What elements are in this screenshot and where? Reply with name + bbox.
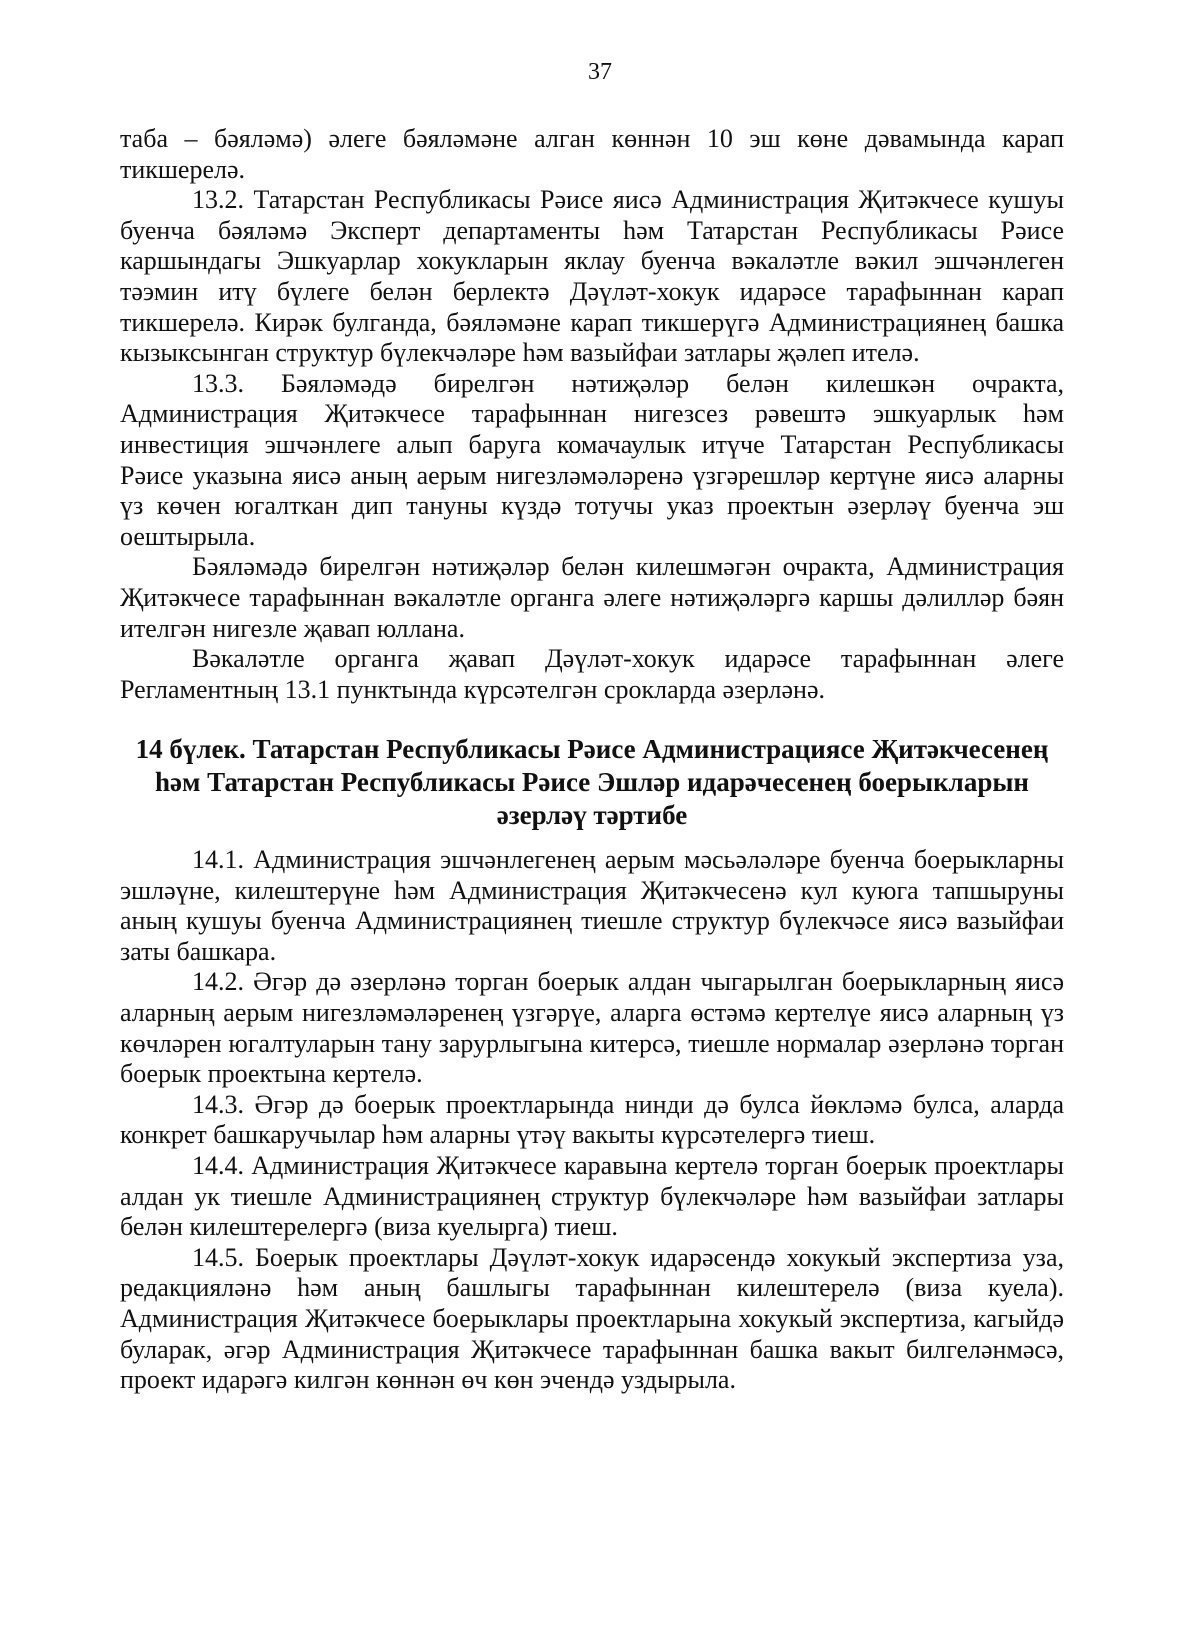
section-14-heading-line: 14 бүлек. Татарстан Республикасы Рәисе Администрациясе Җитәкчесенең: [135, 734, 1049, 764]
paragraph-13-3-disagreement: Бәяләмәдә бирелгән нәтиҗәләр белән килешмәгән очракта, Администрация Җитәкчесе тарафыннан вәкаләтле органга әлеге нәтиҗәләргә каршы дәлилләр бәян ителгән нигезле җавап юллана.: [120, 552, 1064, 643]
paragraph-14-3: 14.3. Әгәр дә боерык проектларында нинди дә булса йөкләмә булса, аларда конкрет башкаручылар һәм аларны үтәү вакыты күрсәтелергә тиеш.: [120, 1089, 1064, 1150]
paragraph-13-3-response: Вәкаләтле органга җавап Дәүләт-хокук идарәсе тарафыннан әлеге Регламентның 13.1 пунктында күрсәтелгән срокларда әзерләнә.: [120, 644, 1064, 704]
page-number: 37: [588, 59, 612, 85]
paragraph-13-3: 13.3. Бәяләмәдә бирелгән нәтиҗәләр белән килешкән очракта, Администрация Җитәкчесе тарафыннан нигезсез рәвештә эшкуарлык һәм инвестиция эшчәнлеге алып баруга комачаулык итүче Татарстан Республикасы Рәисе указына яисә аның аерым нигезләмәләренә үзгәрешләр кертүне яисә аларны үз көчен югалткан дип тануны күздә тотучы указ проектын әзерләү буенча эш оештырыла.: [120, 368, 1064, 551]
section-13-continued: [120, 124, 1064, 705]
paragraph-14-2: 14.2. Әгәр дә әзерләнә торган боерык алдан чыгарылган боерыкларның яисә аларның аерым нигезләмәләренең үзгәрүе, аларга өстәмә кертелүе яисә аларның үз көчләрен югалтуларын тану зарурлыгына китерсә, тиешле нормалар әзерләнә торган боерык проектына кертелә.: [120, 967, 1064, 1089]
section-14-heading-line: әзерләү тәртибе: [496, 800, 688, 830]
section-14-heading-line: һәм Татарстан Республикасы Рәисе Эшләр идарәчесенең боерыкларын: [155, 767, 1029, 797]
paragraph-14-5: 14.5. Боерык проектлары Дәүләт-хокук идарәсендә хокукый экспертиза уза, редакцияләнә һәм аның башлыгы тарафыннан килештерелә (виза куела). Администрация Җитәкчесе боерыклары проектларына хокукый экспертиза, кагыйдә буларак, әгәр Администрация Җитәкчесе тарафыннан башка вакыт билгеләнмәсә, проект идарәгә килгән көннән өч көн эчендә уздырыла.: [120, 1242, 1064, 1395]
paragraph-13-1-continued: таба – бәяләмә) әлеге бәяләмәне алган көннән 10 эш көне дәвамында карап тикшерелә.: [120, 124, 1064, 184]
section-14-heading: [120, 733, 1064, 832]
paragraph-13-2: 13.2. Татарстан Республикасы Рәисе яисә Администрация Җитәкчесе кушуы буенча бәяләмә Эксперт департаменты һәм Татарстан Республикасы Рәисе каршындагы Эшкуарлар хокукларын яклау буенча вәкаләтле вәкил эшчәнлеген тәэмин итү бүлеге белән берлектә Дәүләт-хокук идарәсе тарафыннан карап тикшерелә. Кирәк булганда, бәяләмәне карап тикшерүгә Администрациянең башка кызыксынган структур бүлекчәләре һәм вазыйфаи затлары җәлеп ителә.: [120, 185, 1064, 368]
section-14-body: [120, 845, 1064, 1396]
paragraph-14-4: 14.4. Администрация Җитәкчесе каравына кертелә торган боерык проектлары алдан ук тиешле Администрациянең структур бүлекчәләре һәм вазыйфаи затлары белән килештерелергә (виза куелырга) тиеш.: [120, 1150, 1064, 1242]
paragraph-14-1: 14.1. Администрация эшчәнлегенең аерым мәсьәләләре буенча боерыкларны эшләүне, килештерүне һәм Администрация Җитәкчесенә кул куюга тапшыруны аның кушуы буенча Администрациянең тиешле структур бүлекчәсе яисә вазыйфаи заты башкара.: [120, 845, 1064, 966]
